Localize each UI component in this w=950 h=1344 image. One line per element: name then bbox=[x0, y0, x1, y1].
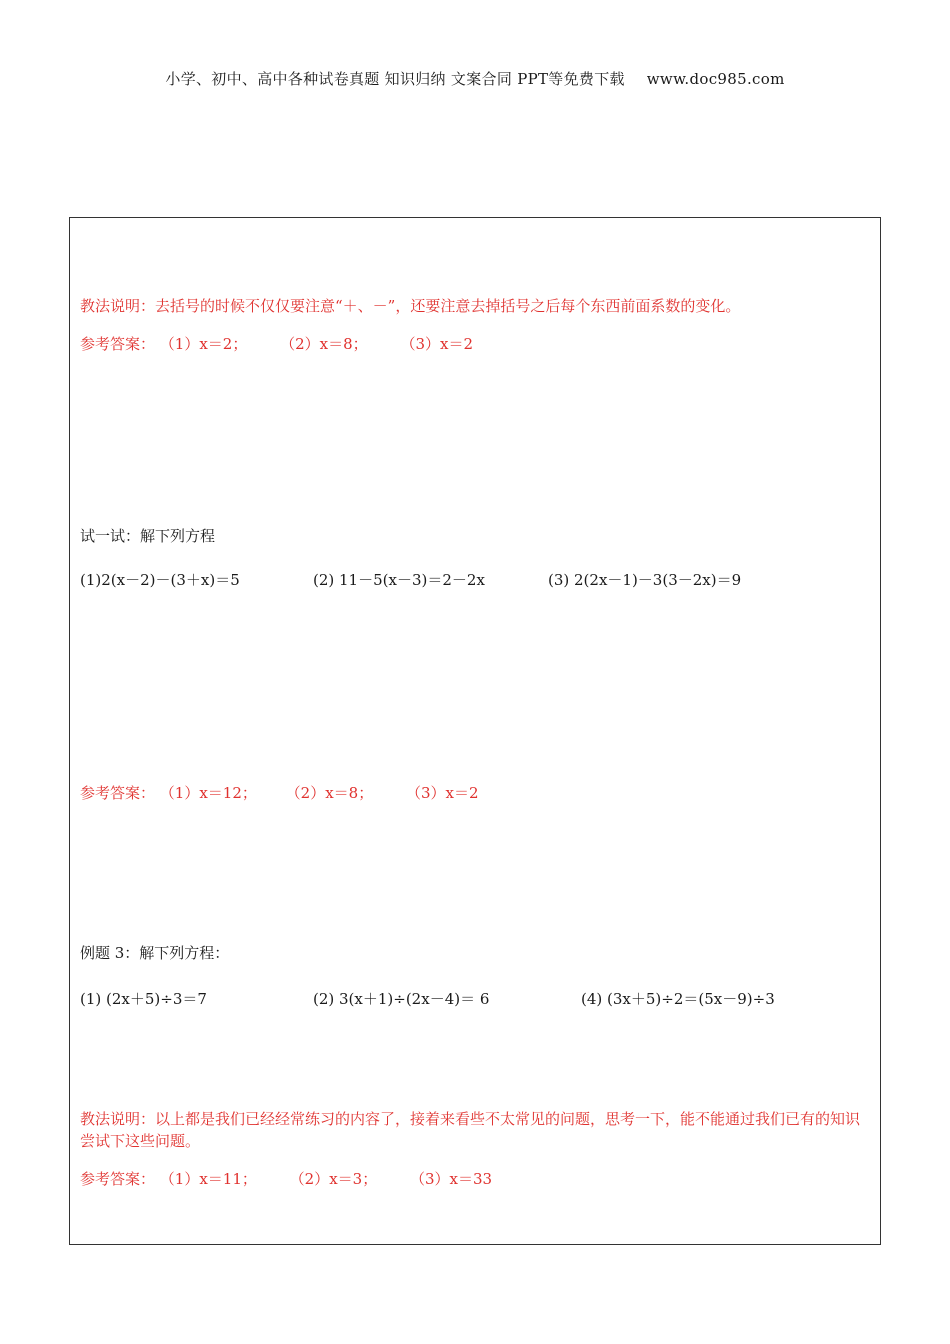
answer-item: （1）x＝2； bbox=[159, 335, 248, 353]
teaching-note-1: 教法说明：去括号的时候不仅仅要注意“＋、－”，还要注意去掉括号之后每个东西前面系数的变化。 bbox=[80, 297, 741, 315]
equation: (3) 2(2x－1)－3(3－2x)＝9 bbox=[548, 571, 742, 589]
equation: (2) 3(x＋1)÷(2x－4)＝ 6 bbox=[313, 990, 490, 1008]
header-site: www.doc985.com bbox=[646, 70, 785, 88]
equation: (2) 11－5(x－3)＝2－2x bbox=[313, 571, 485, 589]
content-frame bbox=[69, 217, 881, 1245]
answer-item: （2）x＝3； bbox=[289, 1170, 378, 1188]
answer-item: （2）x＝8； bbox=[285, 784, 374, 802]
answer-row-2 bbox=[80, 782, 479, 803]
answer-item: （2）x＝8； bbox=[280, 335, 368, 353]
answer-item: （3）x＝2 bbox=[406, 784, 479, 802]
equation: (4) (3x＋5)÷2＝(5x－9)÷3 bbox=[581, 990, 775, 1008]
answer-item: （1）x＝12； bbox=[159, 784, 257, 802]
page-header bbox=[0, 68, 950, 89]
teaching-note-3: 教法说明：以上都是我们已经经常练习的内容了，接着来看些不太常见的问题，思考一下，能不能通过我们已有的知识尝试下这些问题。 bbox=[80, 1110, 861, 1150]
header-text: 小学、初中、高中各种试卷真题 知识归纳 文案合同 PPT等免费下载 bbox=[165, 70, 625, 88]
section-title-try: 试一试：解下列方程 bbox=[80, 527, 216, 545]
answer-item: （3）x＝2 bbox=[400, 335, 473, 353]
equation: (1)2(x－2)－(3＋x)＝5 bbox=[80, 571, 240, 589]
answer-row-3 bbox=[80, 1168, 492, 1189]
answer-label: 参考答案： bbox=[80, 784, 156, 802]
answer-item: （3）x＝33 bbox=[410, 1170, 493, 1188]
section-title-example3: 例题 3：解下列方程： bbox=[80, 944, 230, 962]
answer-row-1 bbox=[80, 333, 473, 354]
answer-label: 参考答案： bbox=[80, 335, 156, 353]
answer-label: 参考答案： bbox=[80, 1170, 156, 1188]
equation: (1) (2x＋5)÷3＝7 bbox=[80, 990, 207, 1008]
answer-item: （1）x＝11； bbox=[159, 1170, 257, 1188]
